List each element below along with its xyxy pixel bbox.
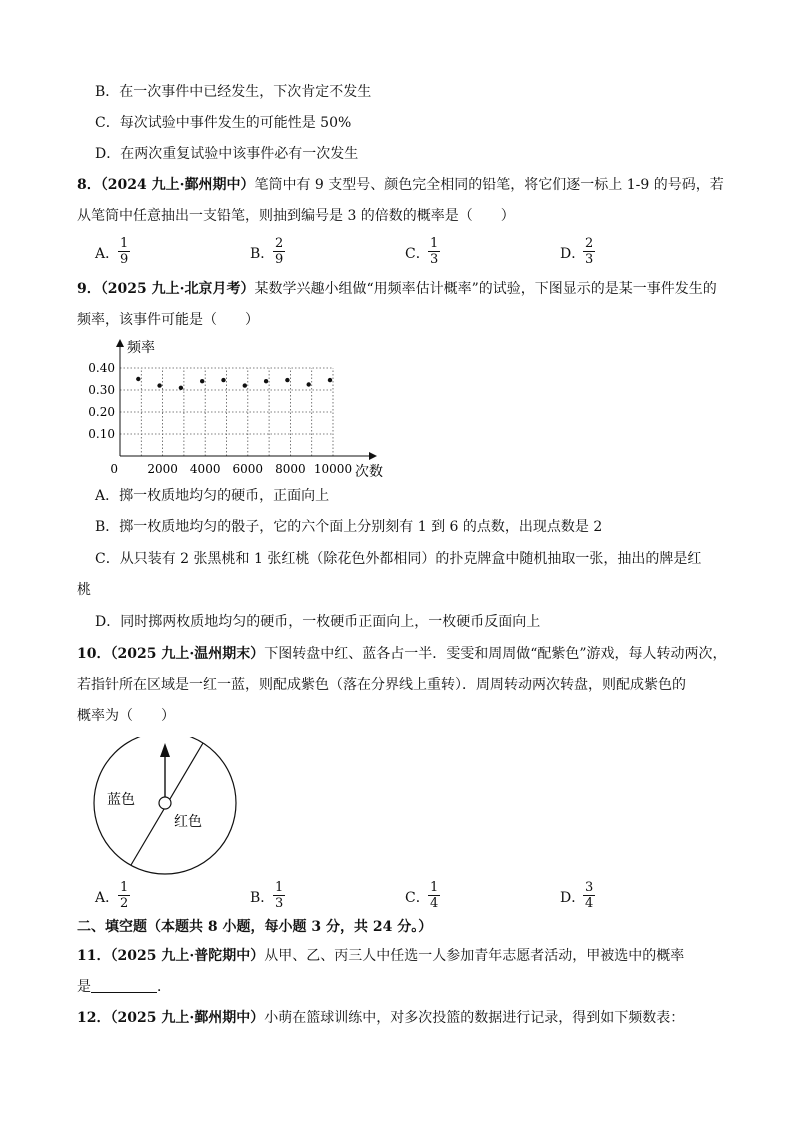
y-tick-label: 0.20 (88, 405, 115, 419)
q8-line1 (77, 175, 724, 195)
data-point (157, 383, 161, 387)
x-tick-label: 8000 (275, 462, 306, 476)
spinner-red-label: 红色 (174, 814, 202, 830)
q10-option-c-fraction (428, 880, 440, 911)
q10-line2: 若指针所在区域是一红一蓝，则配成紫色（落在分界线上重转）．周周转动两次转盘，则配成紫色的 (77, 677, 686, 693)
q8-option-a-label: A． (95, 246, 120, 262)
q9-option-d: D．同时掷两枚质地均匀的硬币，一枚硬币正面向上，一枚硬币反面向上 (95, 614, 541, 630)
x-tick-label: 6000 (232, 462, 264, 476)
q12-line1 (77, 1008, 684, 1028)
numerator: 1 (120, 880, 129, 895)
data-point (285, 378, 289, 382)
q9-source: （2025 九上·北京月考） (100, 281, 255, 297)
q8-line2: 从笔筒中任意抽出一支铅笔，则抽到编号是 3 的倍数的概率是（ ） (77, 208, 515, 224)
q10-option-c-label: C． (405, 890, 430, 906)
q7-option-b: B．在一次事件中已经发生，下次肯定不发生 (95, 84, 372, 100)
q10-text1: 下图转盘中红、蓝各占一半．雯雯和周周做“配紫色”游戏，每人转动两次， (264, 646, 727, 662)
numerator: 1 (430, 236, 439, 251)
q11-number: 11． (77, 948, 111, 964)
q8-number: 8． (77, 177, 101, 193)
section-2-title: 二、填空题（本题共 8 小题，每小题 3 分，共 24 分。） (77, 919, 433, 935)
q8-option-d-label: D． (560, 246, 586, 262)
q8-option-b-label: B． (250, 246, 275, 262)
q9-number: 9． (77, 281, 101, 297)
data-point (243, 383, 247, 387)
spinner-blue-label: 蓝色 (107, 792, 135, 808)
q8-option-c-fraction (428, 236, 440, 267)
data-point (328, 378, 332, 382)
q12-number: 12． (77, 1010, 111, 1026)
q10-line1 (77, 644, 727, 664)
q10-source: （2025 九上·温州期末） (110, 646, 265, 662)
q10-option-a-fraction (118, 880, 130, 911)
frequency-chart (85, 336, 395, 481)
denominator: 4 (430, 896, 439, 911)
y-axis-label: 频率 (127, 340, 155, 356)
q11-text1: 从甲、乙、丙三人中任选一人参加青年志愿者活动，甲被选中的概率 (264, 948, 685, 964)
data-point (200, 379, 204, 383)
q10-number: 10． (77, 646, 111, 662)
q10-option-a-label: A． (95, 890, 120, 906)
spinner-figure (90, 737, 242, 877)
q9-option-b: B．掷一枚质地均匀的骰子，它的六个面上分别刻有 1 到 6 的点数，出现点数是 2 (95, 519, 603, 535)
data-point (264, 379, 268, 383)
numerator: 3 (585, 880, 594, 895)
q11-text2b: ． (157, 979, 171, 995)
denominator: 3 (585, 252, 594, 267)
q8-option-c-label: C． (405, 246, 430, 262)
x-tick-label: 10000 (313, 462, 353, 476)
q11-text2a: 是 (77, 979, 91, 995)
denominator: 4 (585, 896, 594, 911)
denominator: 2 (120, 896, 129, 911)
q8-option-d-fraction (583, 236, 595, 267)
q9-text1: 某数学兴趣小组做“用频率估计概率”的试验，下图显示的是某一事件发生的 (254, 281, 717, 297)
q11-answer-blank[interactable] (91, 978, 157, 993)
spinner-center (159, 797, 171, 809)
numerator: 2 (275, 236, 284, 251)
x-axis-label: 次数 (355, 464, 383, 480)
q10-option-d-fraction (583, 880, 595, 911)
q8-option-b-fraction (273, 236, 285, 267)
q10-option-b-fraction (273, 880, 285, 911)
data-point (221, 378, 225, 382)
q9-option-c-line1: C．从只装有 2 张黑桃和 1 张红桃（除花色外都相同）的扑克牌盒中随机抽取一张，抽出的牌是红 (95, 551, 702, 567)
y-tick-label: 0.10 (88, 427, 115, 441)
data-point (179, 386, 183, 390)
x-tick-label: 0 (110, 462, 118, 476)
x-tick-label: 2000 (147, 462, 178, 476)
denominator: 9 (120, 252, 129, 267)
q8-option-a-fraction (118, 236, 130, 267)
numerator: 1 (275, 880, 284, 895)
data-point (136, 377, 140, 381)
q9-line2: 频率，该事件可能是（ ） (77, 312, 259, 328)
x-tick-label: 4000 (189, 462, 221, 476)
q10-option-d-label: D． (560, 890, 586, 906)
q8-source: （2024 九上·鄞州期中） (100, 177, 255, 193)
q12-text1: 小萌在篮球训练中，对多次投篮的数据进行记录，得到如下频数表： (264, 1010, 685, 1026)
q8-text1: 笔筒中有 9 支型号、颜色完全相同的铅笔，将它们逐一标上 1-9 的号码，若 (254, 177, 724, 193)
q9-line1 (77, 279, 717, 299)
denominator: 3 (430, 252, 439, 267)
q11-source: （2025 九上·普陀期中） (110, 948, 265, 964)
y-tick-label: 0.30 (88, 383, 115, 397)
data-point (307, 382, 311, 386)
q7-option-c: C．每次试验中事件发生的可能性是 50% (95, 115, 352, 131)
q9-option-a: A．掷一枚质地均匀的硬币，正面向上 (95, 488, 330, 504)
q10-option-b-label: B． (250, 890, 275, 906)
q9-option-c-line2: 桃 (77, 582, 91, 598)
chart-ticks (88, 361, 352, 476)
chart-points (136, 377, 332, 390)
q7-option-d: D．在两次重复试验中该事件必有一次发生 (95, 146, 359, 162)
denominator: 9 (275, 252, 284, 267)
chart-grid (120, 368, 333, 456)
numerator: 1 (120, 236, 129, 251)
q12-source: （2025 九上·鄞州期中） (110, 1010, 265, 1026)
q10-line3: 概率为（ ） (77, 708, 175, 724)
numerator: 2 (585, 236, 594, 251)
q11-line1 (77, 946, 684, 966)
denominator: 3 (275, 896, 284, 911)
y-tick-label: 0.40 (88, 361, 115, 375)
q11-line2 (77, 977, 171, 997)
numerator: 1 (430, 880, 439, 895)
